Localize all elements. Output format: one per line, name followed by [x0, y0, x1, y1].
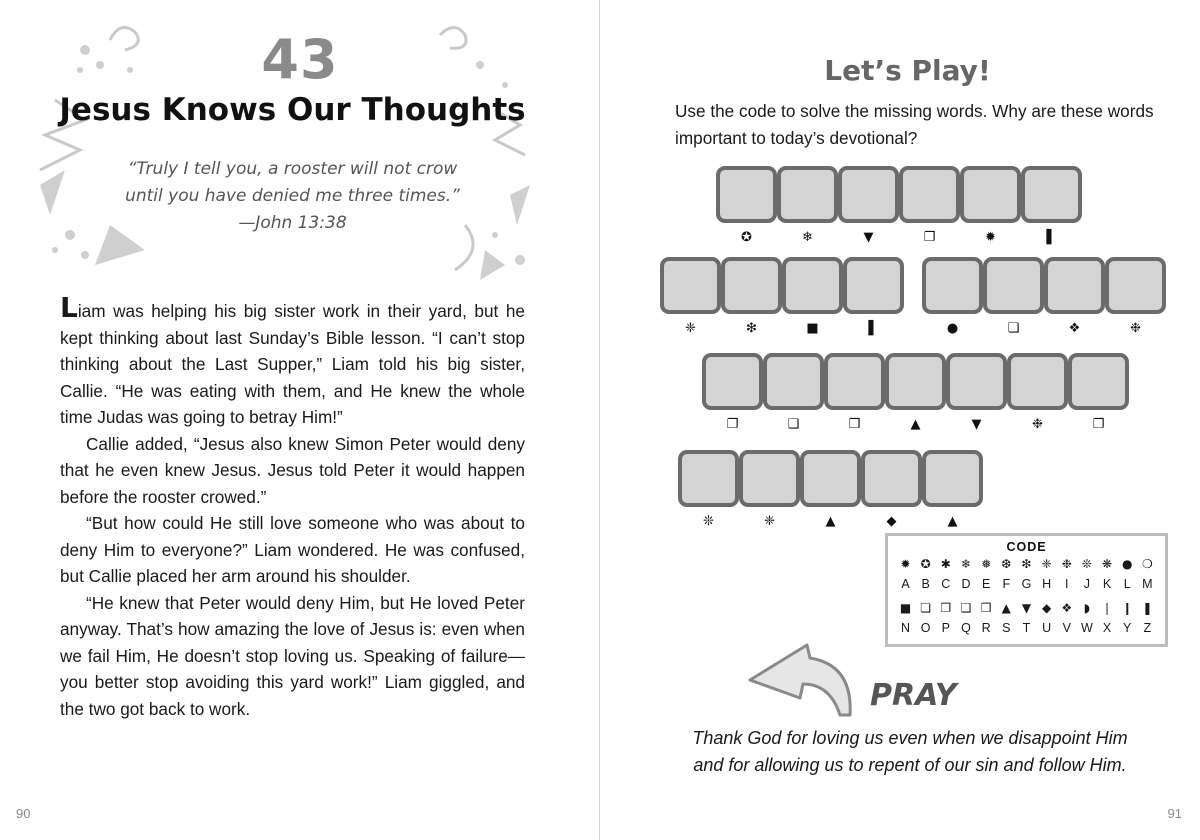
code-symbol: ❈ [685, 321, 696, 336]
letter-box[interactable] [678, 450, 739, 507]
letter-box[interactable] [838, 166, 899, 223]
letter-box[interactable] [800, 450, 861, 507]
code-letter: B [921, 577, 930, 591]
letter-box[interactable] [702, 353, 763, 410]
code-symbol: ■ [806, 321, 819, 336]
activity-instructions: Use the code to solve the missing words. Why are these words important to today’s devotional? [675, 101, 1154, 148]
code-letter: W [1081, 621, 1093, 635]
activity-title: Let’s Play! [824, 54, 991, 87]
code-symbol: ◆ [886, 514, 897, 529]
page-number-left: 90 [16, 806, 31, 821]
code-letter: K [1102, 577, 1112, 591]
code-letter: P [941, 621, 950, 635]
letter-box[interactable] [777, 166, 838, 223]
letter-slot [922, 257, 983, 337]
code-symbol: ✪ [741, 230, 752, 245]
code-letters-n-z [888, 620, 1165, 636]
letter-box[interactable] [922, 257, 983, 314]
letter-box[interactable] [1105, 257, 1166, 314]
code-symbol: ● [946, 321, 959, 336]
code-symbol: ❘ [1102, 601, 1113, 615]
code-letter: G [1021, 577, 1032, 591]
story-paragraph-1 [60, 291, 525, 431]
letter-slot [702, 353, 763, 433]
code-symbol: ▲ [910, 417, 921, 432]
code-symbols-n-z [888, 600, 1165, 616]
chapter-title: Jesus Knows Our Thoughts [59, 92, 526, 128]
code-letter: N [900, 621, 911, 635]
code-symbol: ❇ [746, 321, 757, 336]
letter-box[interactable] [824, 353, 885, 410]
code-title: CODE [1006, 540, 1047, 554]
code-symbol: ❈ [764, 514, 775, 529]
code-symbol: ▲ [947, 514, 958, 529]
code-symbol: ■ [899, 601, 912, 615]
code-symbol: ▼ [971, 417, 982, 432]
code-symbol: ❊ [1081, 557, 1092, 571]
code-symbol: ❐ [940, 601, 952, 615]
code-symbol: ❑ [787, 417, 800, 432]
code-symbol: ◗ [1083, 601, 1091, 615]
code-symbol: ❄ [802, 230, 813, 245]
story-paragraph-1-text: iam was helping his big sister work in their yard, but he kept thinking about last Sunday’s Bible lesson. “I can’t stop thinking about the Last Supper,” Liam told his big sister, Callie. “He was eating with them, and He knew the whole time Judas was going to betray Him!” [60, 301, 525, 427]
letter-slot [1068, 353, 1129, 433]
verse-line-2: until you have denied me three times.” [125, 186, 460, 206]
letter-slot [721, 257, 782, 337]
letter-box[interactable] [763, 353, 824, 410]
code-symbol: ▌ [868, 321, 879, 336]
code-letter: F [1002, 577, 1011, 591]
code-letter: X [1102, 621, 1112, 635]
letter-box[interactable] [1021, 166, 1082, 223]
code-key [885, 533, 1168, 647]
story-paragraph-3: “But how could He still love someone who was about to deny Him to everyone?” Liam wondered. He was confused, but Callie placed her arm around his shoulder. [60, 513, 525, 586]
story-text [60, 291, 525, 722]
story-paragraph-4: “He knew that Peter would deny Him, but He loved Peter anyway. That’s how amazing the love of Jesus is: even when we fail Him, He doesn’t stop loving us. Speaking of failure—you better stop avoiding this yard work!” Liam giggled, and the two got back to work. [60, 592, 525, 719]
letter-box[interactable] [843, 257, 904, 314]
code-symbol: ❖ [1061, 601, 1073, 615]
code-symbol: ❉ [1130, 321, 1141, 336]
letter-slot [716, 166, 777, 246]
code-symbol: ❉ [1061, 557, 1072, 571]
letter-slot [946, 353, 1007, 433]
code-symbol: ❇ [1021, 557, 1032, 571]
letter-slot [983, 257, 1044, 337]
drop-cap: L [60, 291, 78, 324]
code-symbol: ❏ [1007, 321, 1020, 336]
code-letter: T [1022, 621, 1031, 635]
code-symbol: ❐ [726, 417, 739, 432]
code-symbol: ❄ [960, 557, 971, 571]
letter-slot [739, 450, 800, 530]
letter-box[interactable] [983, 257, 1044, 314]
letter-box[interactable] [1044, 257, 1105, 314]
code-symbols-a-m [888, 556, 1165, 572]
letter-box[interactable] [899, 166, 960, 223]
code-symbol: ▌ [1046, 230, 1057, 245]
letter-slot [922, 450, 983, 530]
letter-slot [678, 450, 739, 530]
code-symbol: ✹ [985, 230, 996, 245]
code-symbol: ▼ [863, 230, 874, 245]
code-letter: Y [1123, 621, 1132, 635]
code-symbol: ❍ [1141, 557, 1153, 571]
code-symbol: ❚ [1142, 601, 1153, 615]
code-symbol: ❈ [1041, 557, 1052, 571]
code-letter: V [1062, 621, 1071, 635]
letter-slot [899, 166, 960, 246]
letter-box[interactable] [922, 450, 983, 507]
letter-slot [1105, 257, 1166, 337]
code-letter: R [981, 621, 991, 635]
code-letter: Z [1143, 621, 1152, 635]
code-letter: J [1083, 577, 1091, 591]
puzzle-word-3 [922, 257, 1166, 337]
prayer-line-2: and for allowing us to repent of our sin and follow Him. [693, 755, 1127, 775]
code-letter: U [1042, 621, 1052, 635]
code-letter: D [961, 577, 971, 591]
code-symbol: ✪ [920, 557, 931, 571]
letter-box[interactable] [660, 257, 721, 314]
code-letter: C [941, 577, 951, 591]
prayer-text [640, 725, 1180, 779]
code-symbol: ❅ [981, 557, 992, 571]
code-letter: A [901, 577, 910, 591]
verse-reference: —John 13:38 [238, 213, 347, 233]
story-paragraph-2: Callie added, “Jesus also knew Simon Peter would deny that he even knew Jesus. Jesus told Peter it would happen before the rooster crowed.” [60, 433, 525, 507]
letter-slot [861, 450, 922, 530]
puzzle-word-1 [716, 166, 1082, 246]
letter-slot [777, 166, 838, 246]
letter-box[interactable] [739, 450, 800, 507]
code-letter: O [920, 621, 931, 635]
letter-box[interactable] [946, 353, 1007, 410]
letter-box[interactable] [960, 166, 1021, 223]
code-symbol: ✱ [940, 557, 951, 571]
letter-slot [885, 353, 946, 433]
letter-box[interactable] [885, 353, 946, 410]
letter-slot [824, 353, 885, 433]
letter-box[interactable] [721, 257, 782, 314]
letter-slot [782, 257, 843, 337]
code-letter: L [1123, 577, 1131, 591]
letter-slot [1021, 166, 1082, 246]
code-symbol: ❐ [1092, 417, 1105, 432]
code-symbol: ● [1121, 557, 1133, 571]
code-letter: H [1042, 577, 1052, 591]
letter-box[interactable] [716, 166, 777, 223]
key-verse [0, 156, 585, 237]
pray-heading: PRAY [870, 678, 957, 713]
letter-slot [800, 450, 861, 530]
code-symbol: ❏ [920, 601, 932, 615]
letter-slot [838, 166, 899, 246]
letter-box[interactable] [1068, 353, 1129, 410]
letter-slot [763, 353, 824, 433]
prayer-line-1: Thank God for loving us even when we disappoint Him [692, 728, 1128, 748]
code-symbol: ❉ [1032, 417, 1043, 432]
code-letters-a-m [888, 576, 1165, 592]
code-letter: I [1065, 577, 1069, 591]
code-letter: M [1142, 577, 1153, 591]
page-number-right: 91 [1167, 806, 1182, 821]
puzzle-word-4 [702, 353, 1129, 433]
letter-slot [960, 166, 1021, 246]
letter-slot [1007, 353, 1068, 433]
letter-box[interactable] [782, 257, 843, 314]
code-symbol: ▲ [825, 514, 836, 529]
puzzle-word-5 [678, 450, 983, 530]
code-symbol: ❒ [980, 601, 992, 615]
code-symbol: ❋ [1102, 557, 1113, 571]
verse-line-1: “Truly I tell you, a rooster will not crow [127, 159, 458, 179]
code-symbol: ◆ [1041, 601, 1052, 615]
chapter-number: 43 [261, 28, 339, 91]
letter-box[interactable] [861, 450, 922, 507]
code-symbol: ❊ [703, 514, 714, 529]
letter-slot [660, 257, 721, 337]
code-symbol: ❙ [1122, 601, 1133, 615]
code-letter: E [981, 577, 991, 591]
letter-box[interactable] [1007, 353, 1068, 410]
code-letter: S [1002, 621, 1011, 635]
code-symbol: ❑ [960, 601, 972, 615]
curved-arrow-icon [745, 640, 865, 720]
code-symbol: ▲ [1001, 601, 1011, 615]
code-symbol: ✹ [900, 557, 911, 571]
code-symbol: ▼ [1021, 601, 1032, 615]
code-symbol: ❖ [1068, 321, 1081, 336]
letter-slot [1044, 257, 1105, 337]
code-symbol: ❆ [1001, 557, 1012, 571]
code-letter: Q [961, 621, 971, 635]
puzzle-word-2 [660, 257, 904, 337]
letter-slot [843, 257, 904, 337]
code-symbol: ❒ [848, 417, 861, 432]
code-symbol: ❐ [923, 230, 936, 245]
